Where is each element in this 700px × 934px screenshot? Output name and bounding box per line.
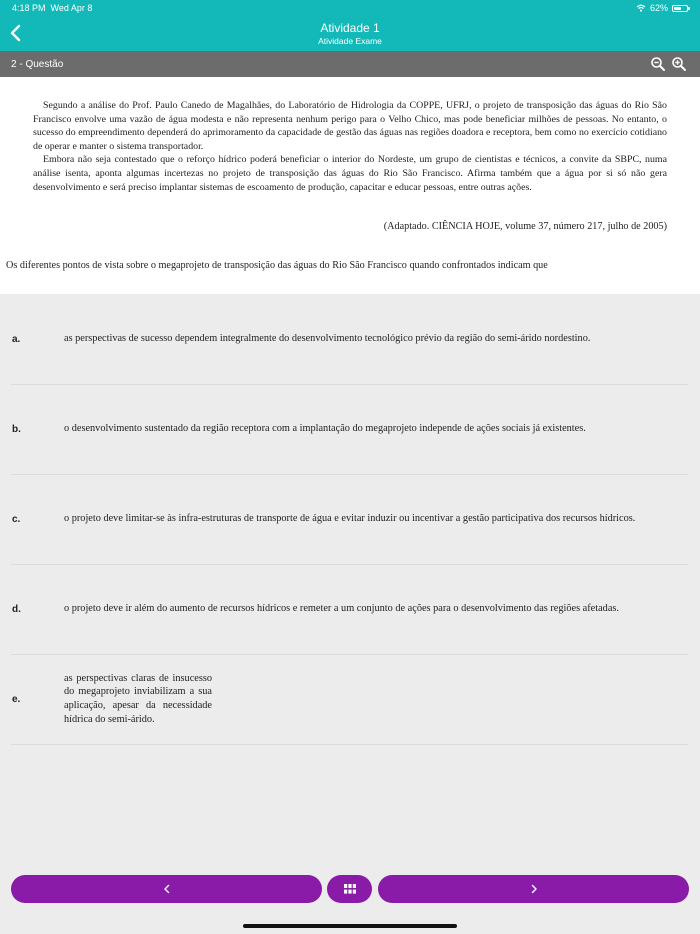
status-right — [636, 3, 688, 13]
battery-icon — [672, 5, 688, 12]
battery-percent: 62% — [649, 3, 668, 13]
option-text: o projeto deve limitar-se às infra-estruturas de transporte de água e evitar induzir ou incentivar a gestão participativa dos recursos hídricos. — [64, 513, 636, 525]
chevron-right-icon — [529, 884, 539, 894]
status-time: 4:18 PM — [12, 3, 46, 13]
option-b[interactable] — [11, 384, 688, 475]
nav-subtitle: Atividade Exame — [318, 36, 382, 46]
option-letter: c. — [12, 513, 21, 525]
question-bar — [0, 51, 700, 77]
chevron-left-icon — [162, 884, 172, 894]
option-d[interactable] — [11, 564, 688, 655]
question-grid-button[interactable] — [327, 875, 372, 903]
option-text: as perspectivas claras de insucesso do megaprojeto inviabilizam a sua aplicação, apesar da necessidade hídrica do semi-árido. — [64, 672, 212, 725]
status-bar — [0, 0, 700, 16]
next-button[interactable] — [378, 875, 689, 903]
home-indicator[interactable] — [243, 924, 457, 928]
footer-nav — [0, 875, 700, 903]
question-content — [0, 77, 700, 294]
nav-bar — [0, 16, 700, 51]
question-label: 2 - Questão — [11, 59, 64, 70]
option-a[interactable] — [11, 294, 688, 385]
passage — [33, 99, 667, 194]
nav-title: Atividade 1 — [320, 21, 380, 35]
option-c[interactable] — [11, 474, 688, 565]
option-text: o desenvolvimento sustentado da região receptora com a implantação do megaprojeto independe de ações sociais já existentes. — [64, 423, 586, 435]
passage-paragraph-1: Segundo a análise do Prof. Paulo Canedo de Magalhães, do Laboratório de Hidrologia da COPPE, UFRJ, o projeto de transposição das águas do Rio São Francisco envolve uma vazão de água modesta e não representa nenhum perigo para o Velho Chico, mas pode beneficiar milhões de pessoas. No entanto, o sucesso do empreendimento dependerá do aprimoramento da capacidade de gestão das águas nas regiões doadora e receptora, bem como no exercício cotidiano de operar e manter o sistema transportador. — [33, 100, 667, 152]
battery-fill — [674, 7, 681, 10]
question-prompt: Os diferentes pontos de vista sobre o megaprojeto de transposição das águas do Rio São Francisco quando confrontados indicam que — [6, 260, 548, 271]
zoom-out-icon[interactable] — [650, 56, 666, 72]
passage-paragraph-2: Embora não seja contestado que o reforço hídrico poderá beneficiar o interior do Nordeste, um grupo de cientistas e técnicos, a convite da SBPC, numa análise isenta, aponta algumas incertezas no projeto de transposição das águas do Rio São Francisco. Afirma também que a água por si só não gera desenvolvimento e será preciso implantar sistemas de escoamento de produção, capacitar e educar pessoas, entre outras ações. — [33, 154, 667, 193]
option-text: as perspectivas de sucesso dependem integralmente do desenvolvimento tecnológico prévio da região do semi-árido nordestino. — [64, 333, 591, 345]
option-letter: e. — [12, 693, 21, 705]
zoom-in-icon[interactable] — [671, 56, 687, 72]
option-letter: a. — [12, 333, 21, 345]
option-e[interactable] — [11, 654, 688, 745]
wifi-icon — [636, 4, 646, 12]
previous-button[interactable] — [11, 875, 322, 903]
status-date: Wed Apr 8 — [50, 3, 93, 13]
passage-source: (Adaptado. CIÊNCIA HOJE, volume 37, número 217, julho de 2005) — [383, 221, 667, 232]
option-text: o projeto deve ir além do aumento de recursos hídricos e remeter a um conjunto de ações para o desenvolvimento das regiões afetadas. — [64, 603, 619, 615]
status-time-date — [12, 3, 92, 13]
grid-icon — [344, 884, 356, 894]
option-letter: d. — [12, 603, 21, 615]
option-letter: b. — [12, 423, 21, 435]
